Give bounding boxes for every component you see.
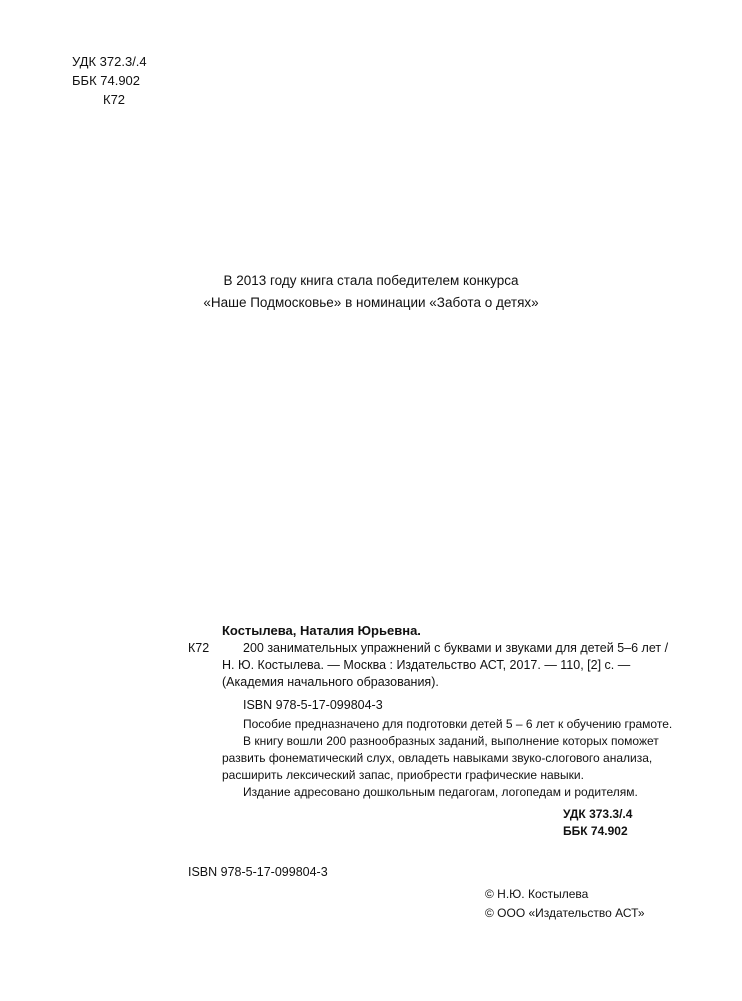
card-title-line-1: 200 занимательных упражнений с буквами и звуками для детей 5–6 лет / — [243, 641, 669, 655]
copyright-author: © Н.Ю. Костылева — [485, 887, 589, 901]
card-udk: УДК 373.3/.4 — [563, 807, 633, 821]
award-line-1: В 2013 году книга стала победителем конкурса — [223, 273, 519, 288]
card-bbk: ББК 74.902 — [563, 824, 628, 838]
card-title-line-3: (Академия начального образования). — [222, 675, 439, 689]
bbk-code: ББК 74.902 — [72, 73, 141, 88]
annotation-line-1: Пособие предназначено для подготовки детей 5 – 6 лет к обучению грамоте. — [243, 717, 673, 731]
annotation-line-4: расширить лексический запас, приобрести графические навыки. — [222, 768, 584, 782]
annotation-line-2: В книгу вошли 200 разнообразных заданий, выполнение которых поможет — [243, 734, 659, 748]
card-isbn: ISBN 978-5-17-099804-3 — [243, 698, 383, 712]
card-author-mark: К72 — [188, 641, 210, 655]
award-line-2: «Наше Подмосковье» в номинации «Забота о детях» — [203, 295, 539, 310]
annotation-line-5: Издание адресовано дошкольным педагогам, логопедам и родителям. — [243, 785, 638, 799]
card-author: Костылева, Наталия Юрьевна. — [222, 623, 421, 638]
author-mark: К72 — [103, 92, 126, 107]
footer-isbn: ISBN 978-5-17-099804-3 — [188, 865, 328, 879]
udk-code: УДК 372.3/.4 — [72, 54, 147, 69]
card-title-line-2: Н. Ю. Костылева. — Москва : Издательство АСТ, 2017. — 110, [2] с. — — [222, 658, 631, 672]
annotation-line-3: развить фонематический слух, овладеть навыками звуко-слогового анализа, — [222, 751, 653, 765]
copyright-publisher: © ООО «Издательство АСТ» — [485, 906, 645, 920]
